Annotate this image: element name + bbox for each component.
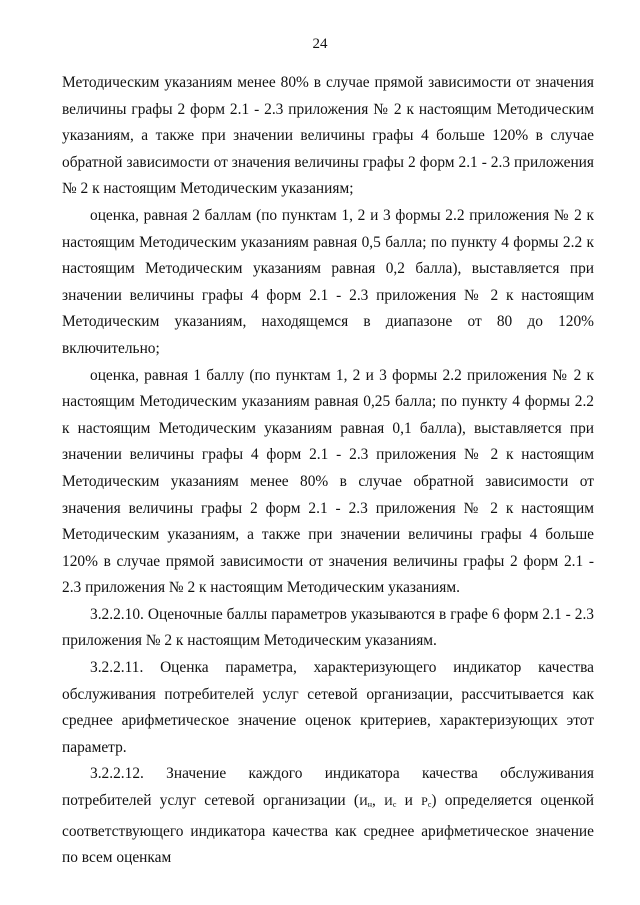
document-body — [62, 70, 594, 872]
indicator-symbol-in: $И_н$ — [359, 794, 373, 810]
paragraph-3-2-2-10: 3.2.2.10. Оценочные баллы параметров указываются в графе 6 форм 2.1 - 2.3 приложения № 2 к настоящим Методическим указаниям. — [62, 605, 594, 650]
paragraph-continuation: Методическим указаниям менее 80% в случае прямой зависимости от значения величины графы 2 форм 2.1 - 2.3 приложения № 2 к настоящим Методическим указаниям, а также при значении величины графы 4 больше 120% в случае обратной зависимости от значения величины графы 2 форм 2.1 - 2.3 приложения № 2 к настоящим Методическим указаниям; — [62, 74, 594, 198]
paragraph-3-2-2-12: 3.2.2.12. Значение каждого индикатора качества обслуживания потребителей услуг сетевой организации ($И_н$, $И_с$ и $Р_с$) определяется оценкой соответствующего индикатора качества как среднее арифметическое значение по всем оценкам — [62, 765, 594, 867]
indicator-symbol-is: $И_с$ — [384, 794, 397, 810]
paragraph-score-2: оценка, равная 2 баллам (по пунктам 1, 2 и 3 формы 2.2 приложения № 2 к настоящим Методическим указаниям равная 0,5 балла; по пункту 4 формы 2.2 к настоящим Методическим указаниям равная 0,2 балла), выставляется при значении величины графы 4 форм 2.1 - 2.3 приложения № 2 к настоящим Методическим указаниям, находящемся в диапазоне от 80 до 120% включительно; — [62, 206, 594, 357]
paragraph-3-2-2-12-before: 3.2.2.12. Значение каждого индикатора качества обслуживания потребителей услуг сетевой организации ( — [62, 765, 594, 810]
paragraph-3-2-2-11: 3.2.2.11. Оценка параметра, характеризующего индикатор качества обслуживания потребителей услуг сетевой организации, рассчитывается как среднее арифметическое значение оценок критериев, характеризующих этот параметр. — [62, 659, 594, 756]
paragraph-3-2-2-12-after: ) определяется оценкой соответствующего индикатора качества как среднее арифметическое значение по всем оценкам — [62, 792, 594, 867]
indicator-symbol-rs: $Р_с$ — [421, 794, 432, 810]
page-number: 24 — [312, 36, 328, 52]
paragraph-score-1: оценка, равная 1 баллу (по пунктам 1, 2 и 3 формы 2.2 приложения № 2 к настоящим Методическим указаниям равная 0,25 балла; по пункту 4 формы 2.2 к настоящим Методическим указаниям равная 0,1 балла), выставляется при значении величины графы 4 форм 2.1 - 2.3 приложения № 2 к настоящим Методическим указаниям менее 80% в случае обратной зависимости от значения величины графы 2 форм 2.1 - 2.3 приложения № 2 к настоящим Методическим указаниям, а также при значении величины графы 4 больше 120% в случае прямой зависимости от значения величины графы 2 форм 2.1 - 2.3 приложения № 2 к настоящим Методическим указаниям. — [62, 366, 594, 597]
